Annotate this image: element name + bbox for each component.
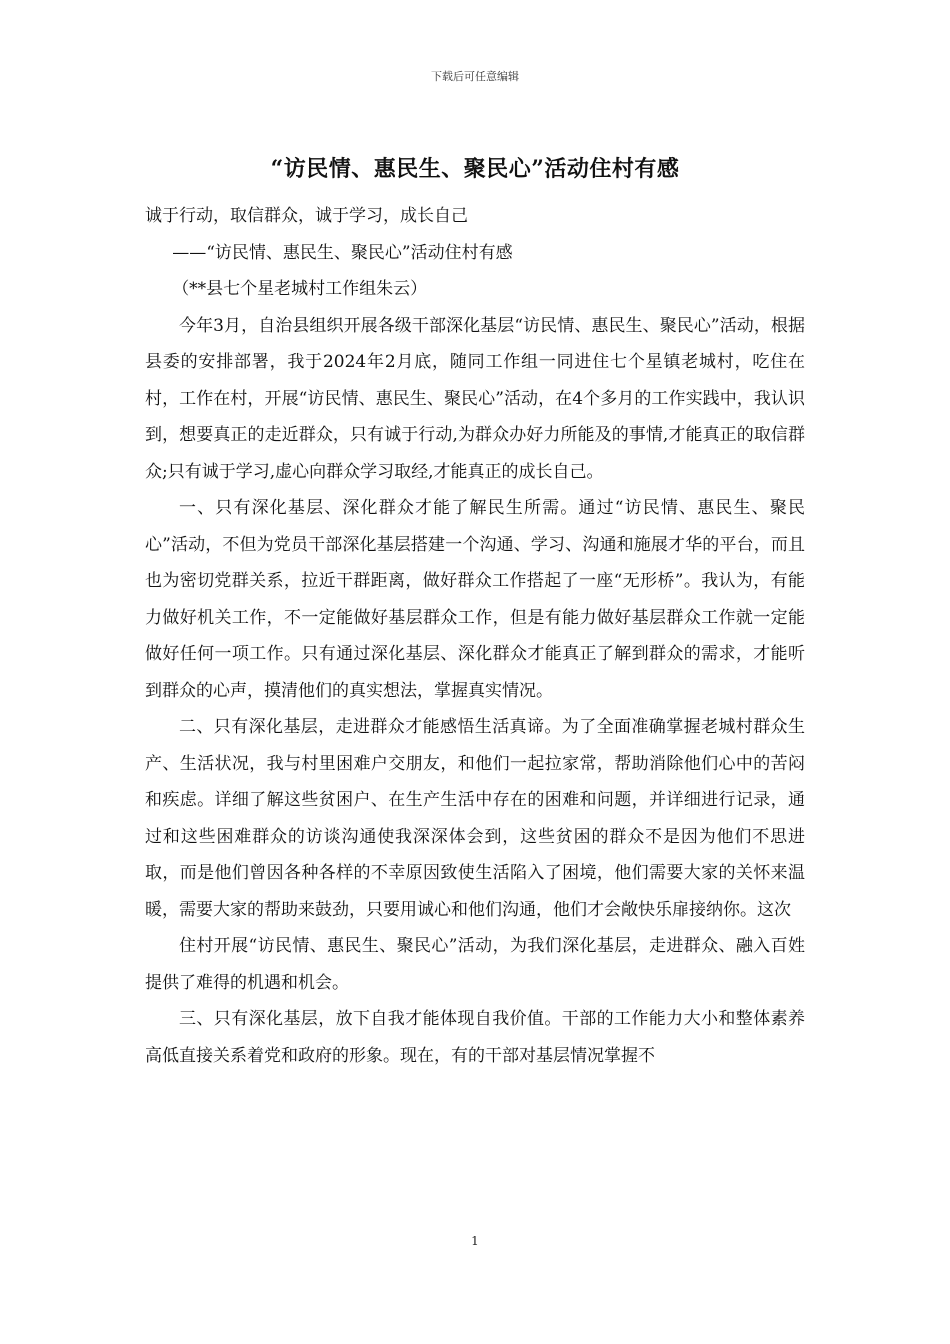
paragraph-intro: 今年3月，自治县组织开展各级干部深化基层“访民情、惠民生、聚民心”活动，根据县委的安排部署，我于2024年2月底，随同工作组一同进住七个星镇老城村，吃住在村，工作在村，开展“访民情、惠民生、聚民心”活动，在4个多月的工作实践中，我认识到，想要真正的走近群众，只有诚于行动,为群众办好力所能及的事情,才能真正的取信群众;只有诚于学习,虚心向群众学习取经,才能真正的成长自己。: [145, 315, 805, 482]
subtitle-secondary: ——“访民情、惠民生、聚民心”活动住村有感: [172, 242, 513, 263]
page-number: 1: [471, 1234, 479, 1248]
paragraph-section-3: 三、只有深化基层，放下自我才能体现自我价值。干部的工作能力大小和整体素养高低直接关系着党和政府的形象。现在，有的干部对基层情况掌握不: [145, 1009, 805, 1066]
page-header-note: 下载后可任意编辑: [431, 70, 519, 83]
paragraph-section-2-continued: 住村开展“访民情、惠民生、聚民心”活动，为我们深化基层，走进群众、融入百姓提供了难得的机遇和机会。: [145, 936, 805, 993]
document-body: [145, 198, 805, 1074]
document-title: “访民情、惠民生、聚民心”活动住村有感: [270, 156, 680, 182]
author-line: （**县七个星老城村工作组朱云）: [172, 279, 428, 299]
paragraph-section-2: 二、只有深化基层，走进群众才能感悟生活真谛。为了全面准确掌握老城村群众生产、生活状况，我与村里困难户交朋友，和他们一起拉家常，帮助消除他们心中的苦闷和疾虑。详细了解这些贫困户、在生产生活中存在的困难和问题，并详细进行记录，通过和这些困难群众的访谈沟通使我深深体会到，这些贫困的群众不是因为他们不思进取，而是他们曾因各种各样的不幸原因致使生活陷入了困境，他们需要大家的关怀来温暖，需要大家的帮助来鼓劲，只要用诚心和他们沟通，他们才会敞快乐扉接纳你。这次: [145, 717, 805, 920]
paragraph-section-1: 一、只有深化基层、深化群众才能了解民生所需。通过“访民情、惠民生、聚民心”活动，不但为党员干部深化基层搭建一个沟通、学习、沟通和施展才华的平台，而且也为密切党群关系，拉近干群距离，做好群众工作搭起了一座“无形桥”。我认为，有能力做好机关工作，不一定能做好基层群众工作，但是有能力做好基层群众工作就一定能做好任何一项工作。只有通过深化基层、深化群众才能真正了解到群众的需求，才能听到群众的心声，摸清他们的真实想法，掌握真实情况。: [145, 498, 805, 701]
subtitle: 诚于行动，取信群众，诚于学习，成长自己: [145, 206, 468, 226]
